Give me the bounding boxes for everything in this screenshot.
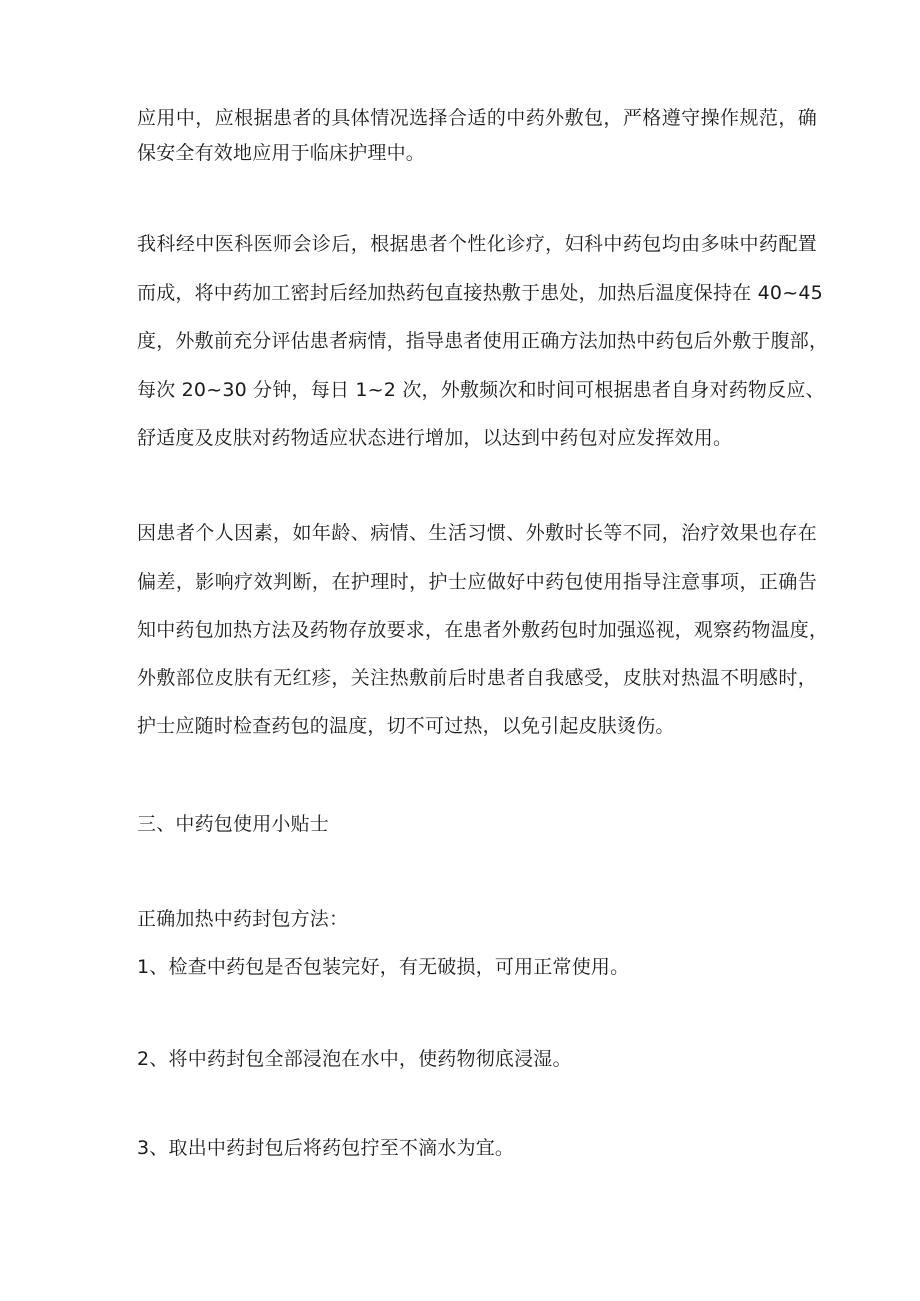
paragraph-1-line-1: 应用中，应根据患者的具体情况选择合适的中药外敷包，严格遵守操作规范，确 — [137, 107, 817, 129]
paragraph-3-line-1: 因患者个人因素，如年龄、病情、生活习惯、外敷时长等不同，治疗效果也存在 — [137, 522, 817, 544]
method-title: 正确加热中药封包方法： — [137, 908, 349, 930]
step-item-2: 2、将中药封包全部浸泡在水中，使药物彻底浸湿。 — [137, 1048, 572, 1070]
section-heading: 三、中药包使用小贴士 — [137, 813, 330, 835]
paragraph-3-line-2: 偏差，影响疗效判断，在护理时，护士应做好中药包使用指导注意事项，正确告 — [137, 571, 817, 593]
step-item-1: 1、检查中药包是否包装完好，有无破损，可用正常使用。 — [137, 956, 630, 978]
paragraph-2-line-3: 度，外敷前充分评估患者病情，指导患者使用正确方法加热中药包后外敷于腹部， — [137, 330, 829, 352]
paragraph-3-line-3: 知中药包加热方法及药物存放要求，在患者外敷药包时加强巡视，观察药物温度， — [137, 619, 829, 641]
paragraph-2-line-4: 每次 20~30 分钟，每日 1~2 次，外敷频次和时间可根据患者自身对药物反应、 — [137, 379, 825, 401]
paragraph-1-line-2: 保安全有效地应用于临床护理中。 — [137, 142, 426, 164]
paragraph-3-line-5: 护士应随时检查药包的温度，切不可过热，以免引起皮肤烫伤。 — [137, 715, 675, 737]
step-item-3: 3、取出中药封包后将药包拧至不滴水为宜。 — [137, 1137, 515, 1159]
paragraph-2-line-5: 舒适度及皮肤对药物适应状态进行增加，以达到中药包对应发挥效用。 — [137, 427, 733, 449]
paragraph-2-line-1: 我科经中医科医师会诊后，根据患者个性化诊疗，妇科中药包均由多味中药配置 — [137, 233, 817, 255]
paragraph-3-line-4: 外敷部位皮肤有无红疹，关注热敷前后时患者自我感受，皮肤对热温不明感时， — [137, 667, 817, 689]
paragraph-2-line-2: 而成，将中药加工密封后经加热药包直接热敷于患处，加热后温度保持在 40~45 — [137, 282, 823, 304]
